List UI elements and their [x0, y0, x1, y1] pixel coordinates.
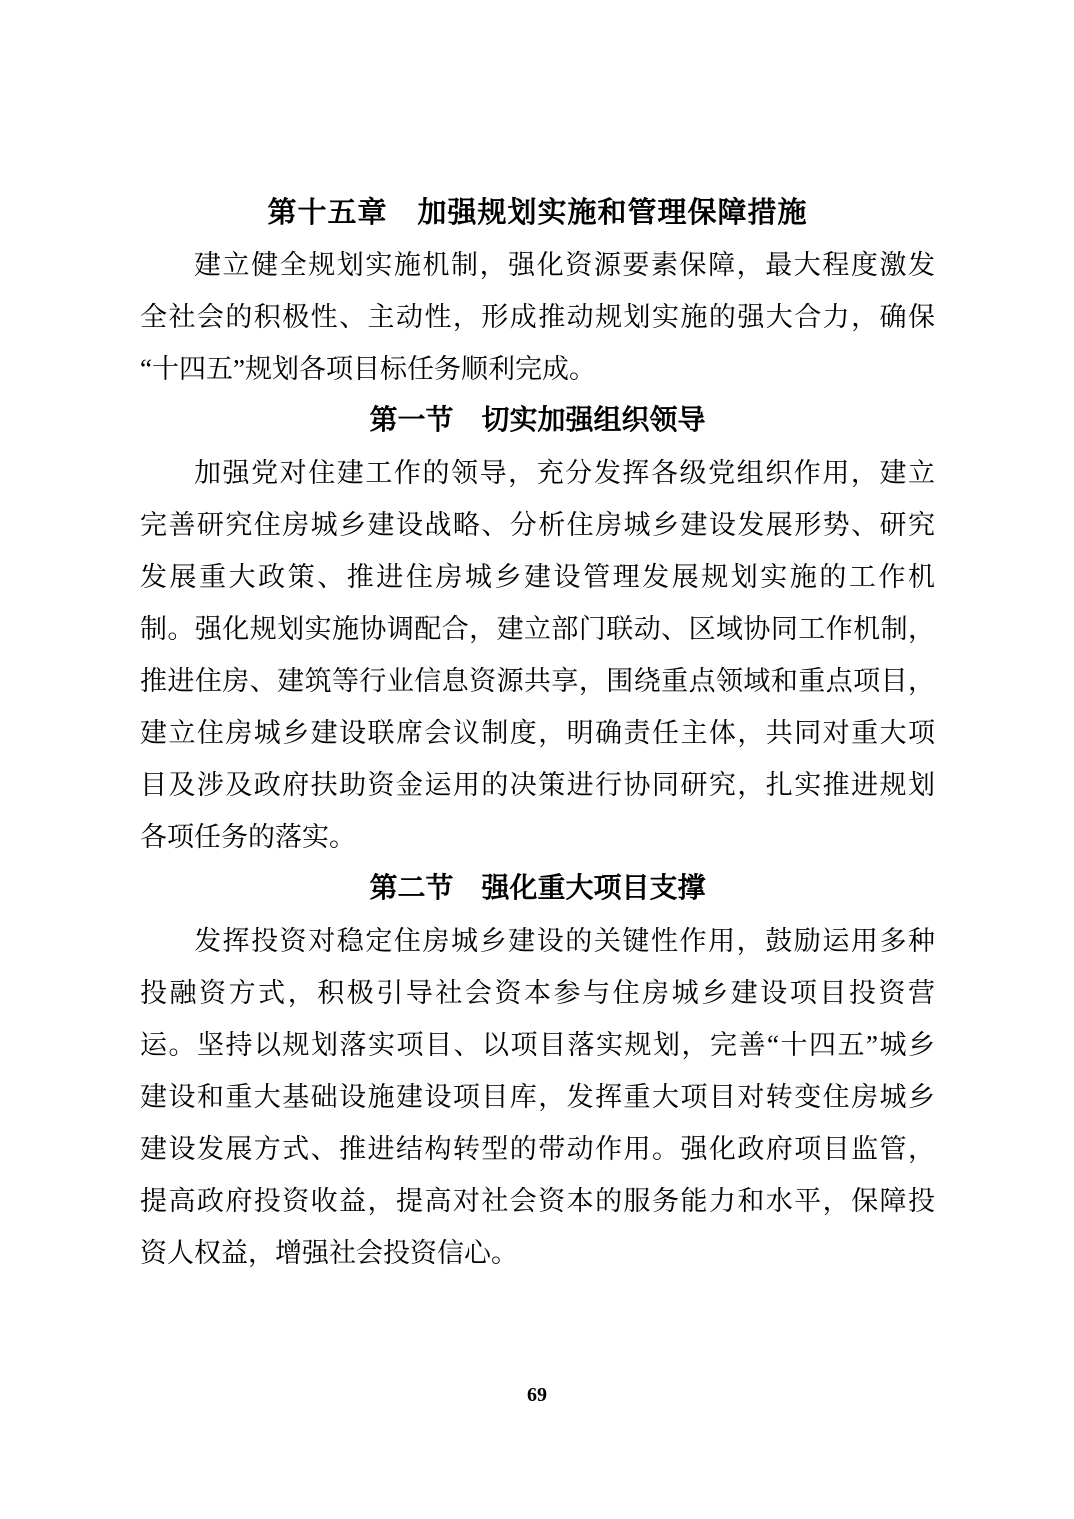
text-line: 运。坚持以规划落实项目、以项目落实规划，完善“十四五”城乡 [140, 1030, 935, 1060]
text-line: 建设和重大基础设施建设项目库，发挥重大项目对转变住房城乡 [140, 1082, 935, 1112]
text-line: 发挥投资对稳定住房城乡建设的关键性作用，鼓励运用多种 [194, 926, 935, 956]
text-line: 全社会的积极性、主动性，形成推动规划实施的强大合力，确保 [140, 302, 935, 332]
text-line: 建设发展方式、推进结构转型的带动作用。强化政府项目监管， [140, 1134, 935, 1164]
text-line: 各项任务的落实。 [140, 822, 356, 852]
section-heading-1: 第一节 切实加强组织领导 [369, 405, 706, 436]
paragraph-intro [140, 239, 935, 395]
text-line: 建立健全规划实施机制，强化资源要素保障，最大程度激发 [194, 250, 935, 280]
text-line: “十四五”规划各项目标任务顺利完成。 [140, 354, 596, 384]
text-line: 提高政府投资收益，提高对社会资本的服务能力和水平，保障投 [140, 1186, 935, 1216]
text-line: 投融资方式，积极引导社会资本参与住房城乡建设项目投资营 [140, 978, 935, 1008]
text-line: 发展重大政策、推进住房城乡建设管理发展规划实施的工作机 [140, 562, 935, 592]
text-line: 完善研究住房城乡建设战略、分析住房城乡建设发展形势、研究 [140, 510, 935, 540]
paragraph-section-1 [140, 447, 935, 863]
text-line: 推进住房、建筑等行业信息资源共享，围绕重点领域和重点项目， [140, 666, 935, 696]
text-line: 建立住房城乡建设联席会议制度，明确责任主体，共同对重大项 [140, 718, 935, 748]
chapter-title: 第十五章 加强规划实施和管理保障措施 [267, 197, 808, 229]
page-footer [0, 1383, 1074, 1407]
text-line: 加强党对住建工作的领导，充分发挥各级党组织作用，建立 [194, 458, 935, 488]
page-body [140, 187, 935, 1279]
text-line: 制。强化规划实施协调配合，建立部门联动、区域协同工作机制， [140, 614, 935, 644]
text-line: 目及涉及政府扶助资金运用的决策进行协同研究，扎实推进规划 [140, 770, 935, 800]
paragraph-section-2 [140, 915, 935, 1279]
section-heading-2: 第二节 强化重大项目支撑 [369, 873, 706, 904]
text-line: 资人权益，增强社会投资信心。 [140, 1238, 518, 1268]
page-number: 69 [527, 1384, 547, 1406]
